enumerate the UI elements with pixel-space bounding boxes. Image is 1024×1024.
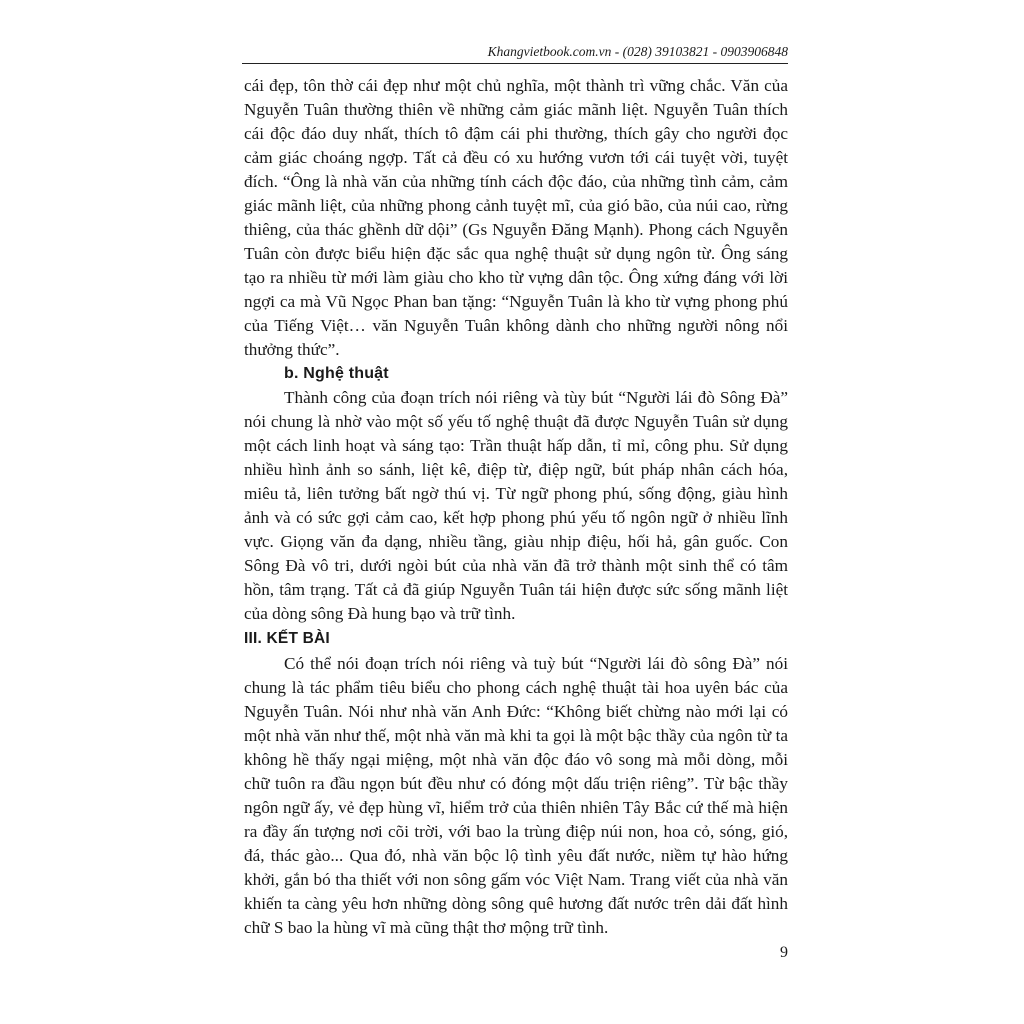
paragraph-art: Thành công của đoạn trích nói riêng và tùy bút “Người lái đò Sông Đà” nói chung là nhờ vào một số yếu tố nghệ thuật đã được Nguyễn Tuân sử dụng một cách linh hoạt và sáng tạo: Trần thuật hấp dẫn, tỉ mỉ, công phu. Sử dụng nhiều hình ảnh so sánh, liệt kê, điệp từ, điệp ngữ, bút pháp nhân cách hóa, miêu tả, liên tưởng bất ngờ thú vị. Từ ngữ phong phú, sống động, giàu hình ảnh và có sức gợi cảm cao, kết hợp phong phú yếu tố ngôn ngữ ở nhiều lĩnh vực. Giọng văn đa dạng, nhiều tầng, giàu nhịp điệu, hối hả, gân guốc. Con Sông Đà vô tri, dưới ngòi bút của nhà văn đã trở thành một sinh thể có tâm hồn, tâm trạng. Tất cả đã giúp Nguyễn Tuân tái hiện được sức sống mãnh liệt của dòng sông Đà hung bạo và trữ tình. bbox=[244, 388, 788, 623]
paragraph-conclusion: Có thể nói đoạn trích nói riêng và tuỳ bút “Người lái đò sông Đà” nói chung là tác phẩm tiêu biểu cho phong cách nghệ thuật tài hoa uyên bác của Nguyễn Tuân. Nói như nhà văn Anh Đức: “Không biết chừng nào mới lại có một nhà văn như thế, một nhà văn mà khi ta gọi là một bậc thầy của ngôn từ ta không hề thấy ngại miệng, một nhà văn độc đáo vô song mà mỗi dòng, mỗi chữ tuôn ra đầu ngọn bút đều như có đóng một dấu triện riêng”. Từ bậc thầy ngôn ngữ ấy, vẻ đẹp hùng vĩ, hiểm trở của thiên nhiên Tây Bắc cứ thế mà hiện ra đầy ấn tượng nơi cõi trời, với bao la trùng điệp núi non, hoa cỏ, sóng, gió, đá, thác gào... Qua đó, nhà văn bộc lộ tình yêu đất nước, niềm tự hào hứng khởi, gắn bó tha thiết với non sông gấm vóc Việt Nam. Trang viết của nhà văn khiến ta càng yêu hơn những dòng sông quê hương đất nước trên dải đất hình chữ S bao la hùng vĩ mà cũng thật thơ mộng trữ tình. bbox=[244, 654, 788, 937]
paragraph-continued: cái đẹp, tôn thờ cái đẹp như một chủ nghĩa, một thành trì vững chắc. Văn của Nguyễn Tuân thường thiên về những cảm giác mãnh liệt. Nguyễn Tuân thích cái độc đáo duy nhất, thích tô đậm cái phi thường, thích gây cho người đọc cảm giác choáng ngợp. Tất cả đều có xu hướng vươn tới cái tuyệt vời, tuyệt đích. “Ông là nhà văn của những tính cách độc đáo, của những tình cảm, cảm giác mãnh liệt, của những phong cảnh tuyệt mĩ, của gió bão, của núi cao, rừng thiêng, của thác ghềnh dữ dội” (Gs Nguyễn Đăng Mạnh). Phong cách Nguyễn Tuân còn được biểu hiện đặc sắc qua nghệ thuật sử dụng ngôn từ. Ông sáng tạo ra nhiều từ mới làm giàu cho kho từ vựng dân tộc. Ông xứng đáng với lời ngợi ca mà Vũ Ngọc Phan ban tặng: “Nguyễn Tuân là kho từ vựng phong phú của Tiếng Việt… văn Nguyễn Tuân không dành cho những người nông nổi thưởng thức”. bbox=[244, 76, 788, 359]
running-header: Khangvietbook.com.vn - (028) 39103821 - 0903906848 bbox=[487, 44, 788, 59]
page-body bbox=[244, 74, 788, 940]
subheading-art: b. Nghệ thuật bbox=[284, 365, 389, 382]
header-divider bbox=[242, 63, 788, 64]
page-number: 9 bbox=[780, 944, 788, 961]
section-heading-conclusion: III. KẾT BÀI bbox=[244, 630, 330, 647]
